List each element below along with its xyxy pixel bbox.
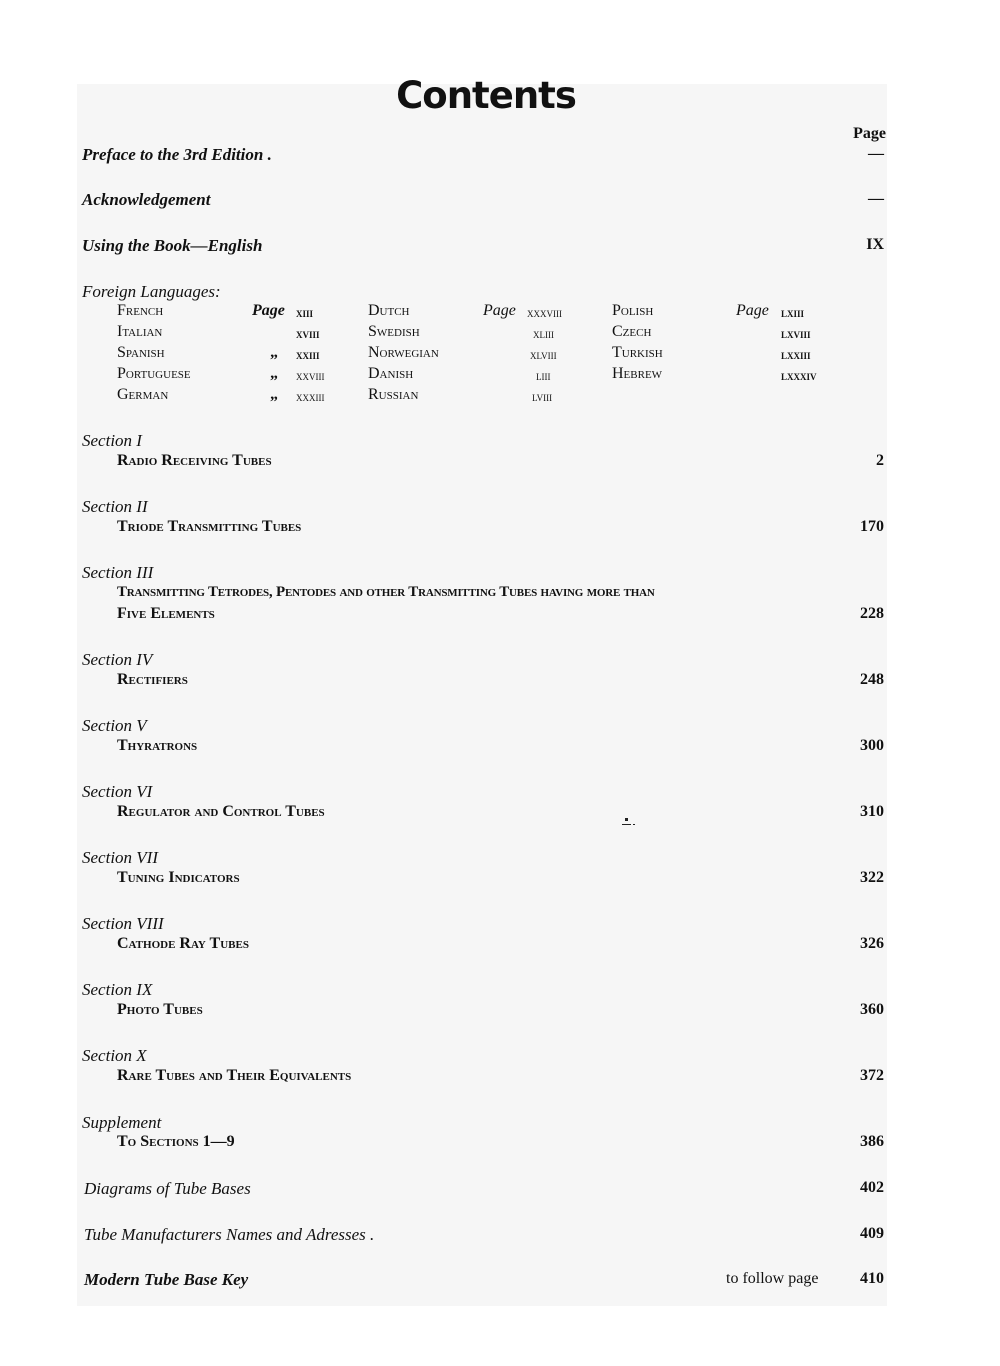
page-label-col3: Page — [736, 302, 769, 319]
page-label-col2: Page — [483, 302, 516, 319]
page-column-header: Page — [853, 125, 886, 142]
section-page: 310 — [860, 803, 884, 820]
czech-page: lxviii — [781, 326, 811, 341]
language-norwegian: Norwegian — [368, 344, 439, 361]
language-portuguese: Portuguese — [117, 365, 191, 382]
turkish-page: lxxiii — [781, 347, 811, 362]
section-page: 228 — [860, 605, 884, 622]
base-key-entry: Modern Tube Base Key — [84, 1270, 249, 1289]
section-page: 360 — [860, 1001, 884, 1018]
section-page: 372 — [860, 1067, 884, 1084]
language-czech: Czech — [612, 323, 652, 340]
polish-page: lxiii — [781, 305, 805, 320]
section-heading: Section III — [82, 563, 154, 582]
section-page: 322 — [860, 869, 884, 886]
ditto-mark: „ — [270, 365, 278, 382]
language-spanish: Spanish — [117, 344, 165, 361]
manufacturers-entry: Tube Manufacturers Names and Adresses . — [84, 1225, 375, 1244]
manufacturers-page: 409 — [860, 1225, 884, 1242]
print-speck — [622, 818, 638, 828]
ditto-mark: „ — [270, 386, 278, 403]
section-title: Photo Tubes — [117, 1001, 203, 1018]
section-title: Regulator and Control Tubes — [117, 803, 325, 820]
portuguese-page: xxviii — [296, 368, 325, 383]
ditto-mark: „ — [270, 344, 278, 361]
language-hebrew: Hebrew — [612, 365, 663, 382]
acknowledgement-entry: Acknowledgement — [82, 190, 211, 209]
section-heading: Section II — [82, 497, 148, 516]
swedish-page: xliii — [533, 326, 554, 341]
section-heading: Section VI — [82, 782, 153, 801]
section-title: Thyratrons — [117, 737, 198, 754]
language-turkish: Turkish — [612, 344, 663, 361]
using-book-entry: Using the Book—English — [82, 236, 263, 255]
language-german: German — [117, 386, 169, 403]
section-page: 2 — [876, 452, 884, 469]
scan-background — [77, 84, 887, 1306]
supplement-title: To Sections 1—9 — [117, 1133, 235, 1150]
section-title: Rectifiers — [117, 671, 188, 688]
section-page: 170 — [860, 518, 884, 535]
section-title-continued: Five Elements — [117, 605, 215, 622]
language-french: French — [117, 302, 164, 319]
italian-page: xviii — [296, 326, 320, 341]
section-title: Cathode Ray Tubes — [117, 935, 249, 952]
section-heading: Section V — [82, 716, 147, 735]
diagrams-entry: Diagrams of Tube Bases — [84, 1179, 251, 1198]
preface-page: — — [868, 145, 884, 162]
german-page: xxxiii — [296, 389, 325, 404]
section-heading: Section X — [82, 1046, 147, 1065]
french-page: xiii — [296, 305, 314, 320]
page-title: Contents — [396, 74, 576, 117]
supplement-heading: Supplement — [82, 1113, 162, 1132]
language-dutch: Dutch — [368, 302, 410, 319]
foreign-languages-heading: Foreign Languages: — [82, 282, 221, 301]
section-heading: Section IX — [82, 980, 153, 999]
section-heading: Section I — [82, 431, 142, 450]
using-book-page: IX — [866, 236, 884, 253]
preface-entry: Preface to the 3rd Edition . — [82, 145, 272, 164]
spanish-page: xxiii — [296, 347, 320, 362]
section-heading: Section VII — [82, 848, 158, 867]
section-heading: Section IV — [82, 650, 153, 669]
section-heading: Section VIII — [82, 914, 164, 933]
section-title: Rare Tubes and Their Equivalents — [117, 1067, 352, 1084]
diagrams-page: 402 — [860, 1179, 884, 1196]
language-polish: Polish — [612, 302, 654, 319]
page-label-col1: Page — [252, 302, 285, 319]
language-russian: Russian — [368, 386, 419, 403]
section-page: 326 — [860, 935, 884, 952]
language-danish: Danish — [368, 365, 414, 382]
base-key-note: to follow page — [726, 1270, 819, 1287]
section-page: 248 — [860, 671, 884, 688]
supplement-page: 386 — [860, 1133, 884, 1150]
acknowledgement-page: — — [868, 190, 884, 207]
language-italian: Italian — [117, 323, 163, 340]
norwegian-page: xlviii — [530, 347, 557, 362]
language-swedish: Swedish — [368, 323, 420, 340]
section-title: Triode Transmitting Tubes — [117, 518, 302, 535]
base-key-page: 410 — [860, 1270, 884, 1287]
section-title: Transmitting Tetrodes, Pentodes and other Transmitting Tubes having more than — [117, 584, 655, 600]
danish-page: liii — [536, 368, 551, 383]
section-title: Radio Receiving Tubes — [117, 452, 272, 469]
section-title: Tuning Indicators — [117, 869, 240, 886]
hebrew-page: lxxxiv — [781, 368, 817, 383]
russian-page: lviii — [532, 389, 553, 404]
section-page: 300 — [860, 737, 884, 754]
dutch-page: xxxviii — [527, 305, 562, 320]
